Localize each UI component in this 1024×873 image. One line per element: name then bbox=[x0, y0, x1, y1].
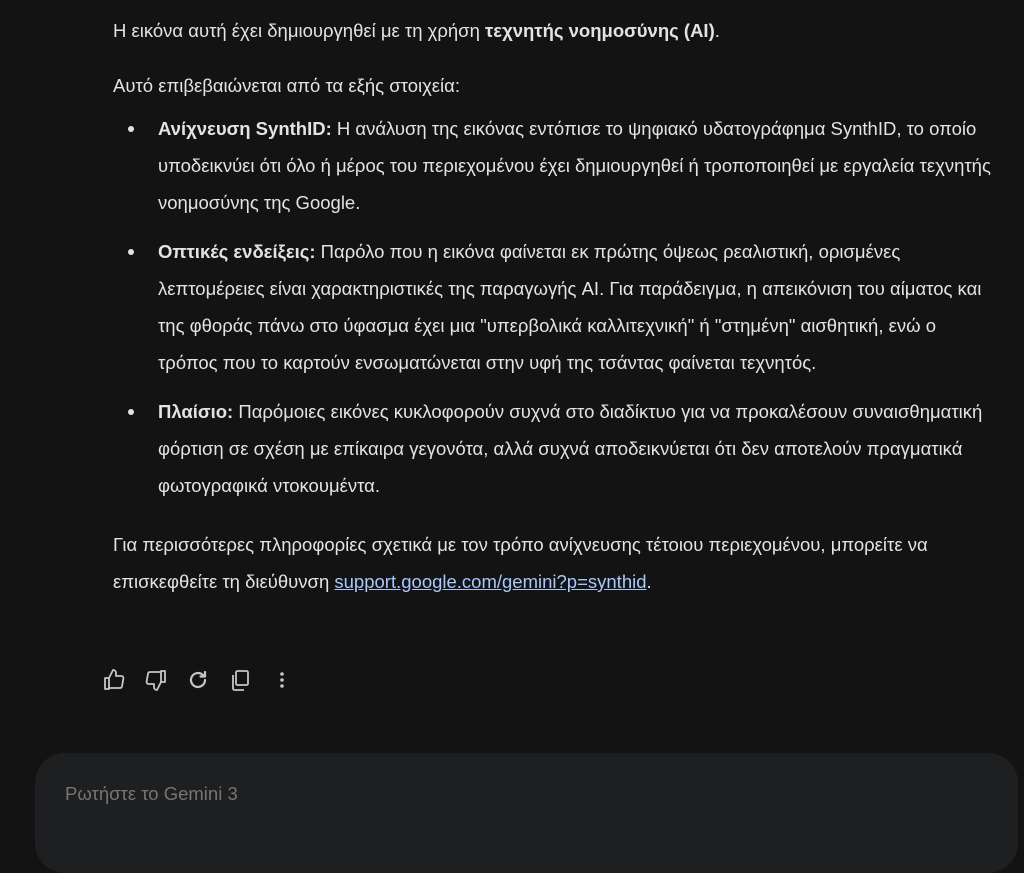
bullet-icon bbox=[128, 409, 134, 415]
list-item bbox=[113, 110, 993, 221]
outro-end: . bbox=[646, 571, 652, 592]
regenerate-icon bbox=[186, 668, 210, 692]
intro-end: . bbox=[714, 20, 720, 41]
copy-icon bbox=[228, 668, 252, 692]
thumbs-down-icon bbox=[144, 668, 168, 692]
list-item-title: Οπτικές ενδείξεις: bbox=[158, 241, 316, 262]
more-vert-icon bbox=[270, 668, 294, 692]
list-item-title: Ανίχνευση SynthID: bbox=[158, 118, 332, 139]
response-actions bbox=[100, 666, 310, 694]
list-item-text: Η ανάλυση της εικόνας εντόπισε το ψηφιακό υδατογράφημα SynthID, το οποίο υποδεικνύει ότι όλο ή μέρος του περιεχομένου έχει δημιουργηθεί ή τροποποιηθεί με εργαλεία τεχνητής νοημοσύνης της Google. bbox=[158, 118, 991, 213]
bullet-icon bbox=[128, 126, 134, 132]
list-item-text: Παρόλο που η εικόνα φαίνεται εκ πρώτης όψεως ρεαλιστική, ορισμένες λεπτομέρειες είναι χαρακτηριστικές της παραγωγής AI. Για παράδειγμα, η απεικόνιση του αίματος και της φθοράς πάνω στο ύφασμα έχει μια "υπερβολικά καλλιτεχνική" ή "στημένη" αισθητική, ενώ ο τρόπος που το καρτούν ενσωματώνεται στην υφή της τσάντας φαίνεται τεχνητός. bbox=[158, 241, 982, 373]
prompt-input[interactable] bbox=[65, 783, 665, 805]
response-outro bbox=[113, 526, 993, 600]
list-item-text: Παρόμοιες εικόνες κυκλοφορούν συχνά στο διαδίκτυο για να προκαλέσουν συναισθηματική φόρτιση σε σχέση με επίκαιρα γεγονότα, αλλά συχνά αποδεικνύεται ότι δεν αποτελούν πραγματικά φωτογραφικά ντοκουμέντα. bbox=[158, 401, 983, 496]
intro-bold-text: τεχνητής νοημοσύνης (AI) bbox=[485, 20, 715, 41]
list-item bbox=[113, 233, 993, 381]
outro-text: Για περισσότερες πληροφορίες σχετικά με τον τρόπο ανίχνευσης τέτοιου περιεχομένου, μπορείτε να επισκεφθείτε τη διεύθυνση bbox=[113, 534, 928, 592]
bullet-icon bbox=[128, 249, 134, 255]
evidence-list bbox=[113, 110, 993, 504]
thumbs-up-button[interactable] bbox=[100, 666, 128, 694]
more-options-button[interactable] bbox=[268, 666, 296, 694]
thumbs-up-icon bbox=[102, 668, 126, 692]
regenerate-button[interactable] bbox=[184, 666, 212, 694]
prompt-composer bbox=[35, 753, 1018, 873]
synthid-link[interactable]: support.google.com/gemini?p=synthid bbox=[334, 571, 647, 592]
intro-text: Η εικόνα αυτή έχει δημιουργηθεί με τη χρήση bbox=[113, 20, 486, 41]
copy-button[interactable] bbox=[226, 666, 254, 694]
thumbs-down-button[interactable] bbox=[142, 666, 170, 694]
response-lead: Αυτό επιβεβαιώνεται από τα εξής στοιχεία: bbox=[113, 75, 460, 96]
list-item-title: Πλαίσιο: bbox=[158, 401, 234, 422]
model-response bbox=[113, 14, 993, 600]
list-item bbox=[113, 393, 993, 504]
response-intro bbox=[113, 14, 993, 47]
